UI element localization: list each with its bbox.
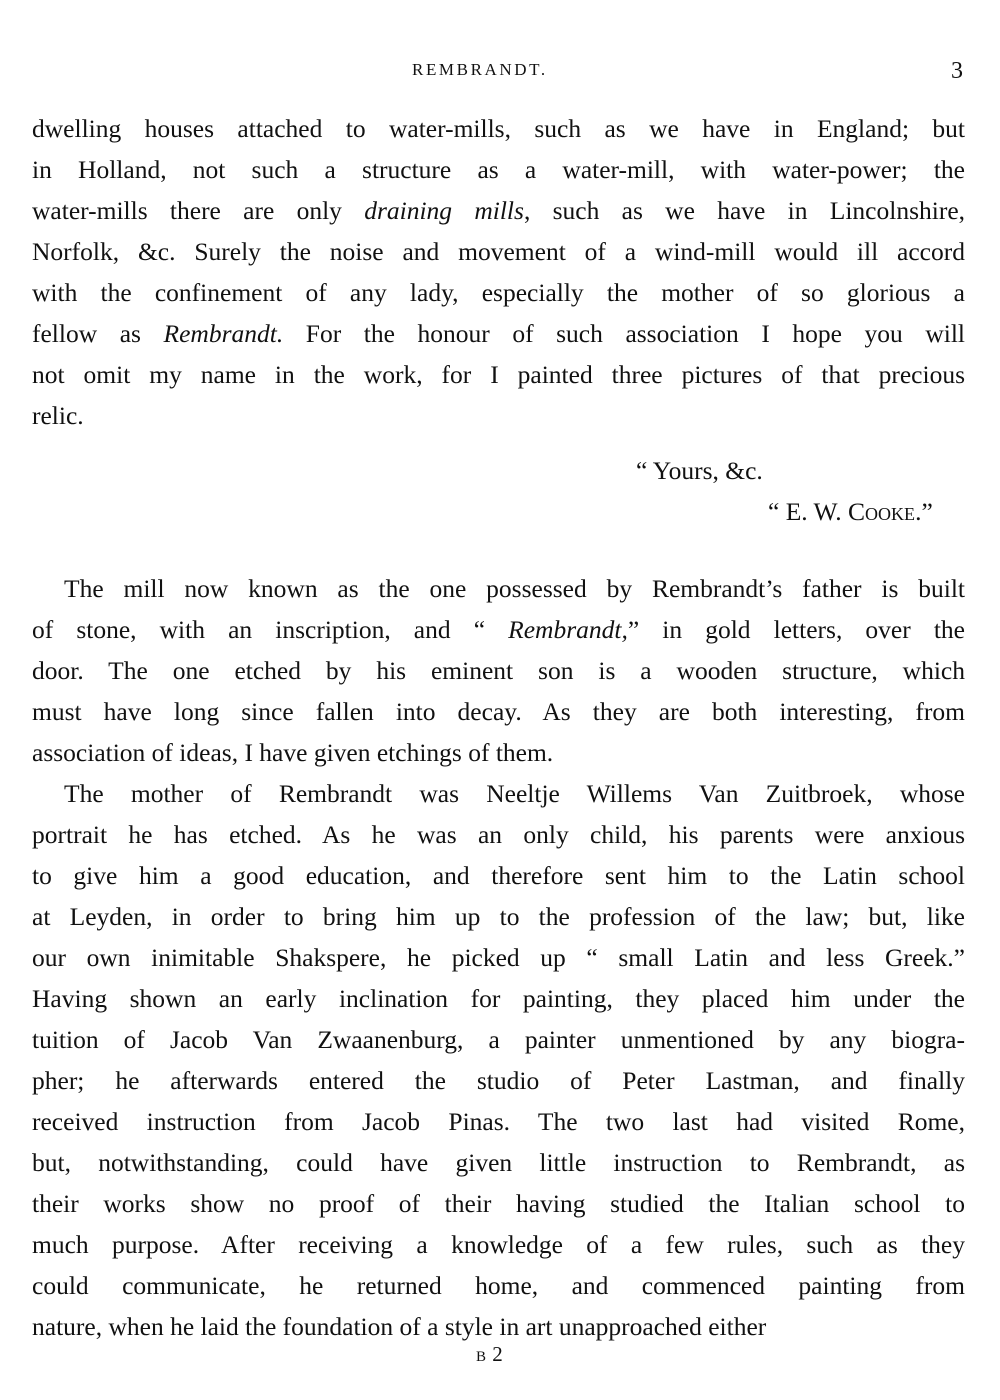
- signature-mark: [476, 1342, 503, 1367]
- text-line: [32, 896, 965, 937]
- text-run: must have long since fallen into decay. As they are both interesting, from: [32, 697, 965, 726]
- text-line: [32, 190, 965, 231]
- signature-letter: B: [476, 1349, 488, 1365]
- text-run: in Holland, not such a structure as a water-mill, with water-power; the: [32, 155, 965, 184]
- paragraph: [32, 108, 965, 436]
- text-line: [32, 1142, 965, 1183]
- italic-text: Rembrandt,: [508, 615, 628, 644]
- text-run: their works show no proof of their having studied the Italian school to: [32, 1189, 965, 1218]
- text-run: but, notwithstanding, could have given little instruction to Rembrandt, as: [32, 1148, 965, 1177]
- text-line: [32, 650, 965, 691]
- text-line: [32, 937, 965, 978]
- text-run: at Leyden, in order to bring him up to the profession of the law; but, like: [32, 902, 965, 931]
- body-text: [32, 108, 965, 1347]
- text-line: [32, 354, 965, 395]
- text-line: [32, 395, 965, 436]
- running-head: [0, 58, 1000, 84]
- text-line: [32, 1060, 965, 1101]
- text-line: [32, 1306, 965, 1347]
- text-run: not omit my name in the work, for I painted three pictures of that precious: [32, 360, 965, 389]
- letter-closing: [32, 450, 965, 491]
- text-line: [32, 814, 965, 855]
- text-run: Having shown an early inclination for painting, they placed him under the: [32, 984, 965, 1013]
- text-line: [32, 272, 965, 313]
- text-run: our own inimitable Shakspere, he picked up “ small Latin and less Greek.”: [32, 943, 965, 972]
- signature-number: 2: [492, 1342, 503, 1366]
- text-run: pher; he afterwards entered the studio of Peter Lastman, and finally: [32, 1066, 965, 1095]
- text-line: [32, 1101, 965, 1142]
- page-number: 3: [951, 58, 963, 84]
- text-run: with the confinement of any lady, especially the mother of so glorious a: [32, 278, 965, 307]
- text-run: to give him a good education, and therefore sent him to the Latin school: [32, 861, 965, 890]
- text-line: [32, 773, 965, 814]
- text-run: “ E. W.: [768, 497, 849, 526]
- italic-text: Rembrandt.: [163, 319, 284, 348]
- text-run: nature, when he laid the foundation of a style in art unapproached either: [32, 1312, 767, 1341]
- paragraph: [32, 568, 965, 773]
- text-run: Norfolk, &c. Surely the noise and movement of a wind-mill would ill accord: [32, 237, 965, 266]
- text-line: [32, 609, 965, 650]
- text-line: [32, 978, 965, 1019]
- italic-text: draining mills: [364, 196, 524, 225]
- paragraph: [32, 773, 965, 1347]
- text-run: much purpose. After receiving a knowledge of a few rules, such as they: [32, 1230, 965, 1259]
- text-run: association of ideas, I have given etchings of them.: [32, 738, 554, 767]
- text-line: [32, 1183, 965, 1224]
- text-run: received instruction from Jacob Pinas. The two last had visited Rome,: [32, 1107, 965, 1136]
- running-head-title: REMBRANDT.: [412, 60, 548, 79]
- text-line: [32, 149, 965, 190]
- text-run: The mill now known as the one possessed by Rembrandt’s father is built: [64, 574, 965, 603]
- text-line: [32, 568, 965, 609]
- text-run: could communicate, he returned home, and commenced painting from: [32, 1271, 965, 1300]
- text-run: of stone, with an inscription, and “: [32, 615, 509, 644]
- text-run: dwelling houses attached to water-mills, such as we have in England; but: [32, 114, 965, 143]
- text-line: [32, 732, 965, 773]
- text-line: [32, 231, 965, 272]
- text-run: door. The one etched by his eminent son is a wooden structure, which: [32, 656, 965, 685]
- text-run: For the honour of such association I hope you will: [283, 319, 965, 348]
- text-run: “ Yours, &c.: [636, 456, 763, 485]
- text-run: The mother of Rembrandt was Neeltje Willems Van Zuitbroek, whose: [64, 779, 965, 808]
- letter-signature: [32, 491, 965, 532]
- text-line: [32, 1265, 965, 1306]
- text-line: [32, 855, 965, 896]
- small-caps-text: Cooke: [848, 497, 916, 526]
- text-line: [32, 450, 965, 491]
- text-run: relic.: [32, 401, 84, 430]
- text-run: fellow as: [32, 319, 164, 348]
- text-line: [32, 1019, 965, 1060]
- text-line: [32, 491, 965, 532]
- text-run: , such as we have in Lincolnshire,: [523, 196, 966, 225]
- text-run: ” in gold letters, over the: [627, 615, 965, 644]
- text-run: tuition of Jacob Van Zwaanenburg, a painter unmentioned by any biogra-: [32, 1025, 965, 1054]
- text-line: [32, 691, 965, 732]
- text-line: [32, 108, 965, 149]
- text-run: .”: [915, 497, 933, 526]
- text-line: [32, 1224, 965, 1265]
- text-run: water-mills there are only: [32, 196, 365, 225]
- text-line: [32, 313, 965, 354]
- text-run: portrait he has etched. As he was an only child, his parents were anxious: [32, 820, 965, 849]
